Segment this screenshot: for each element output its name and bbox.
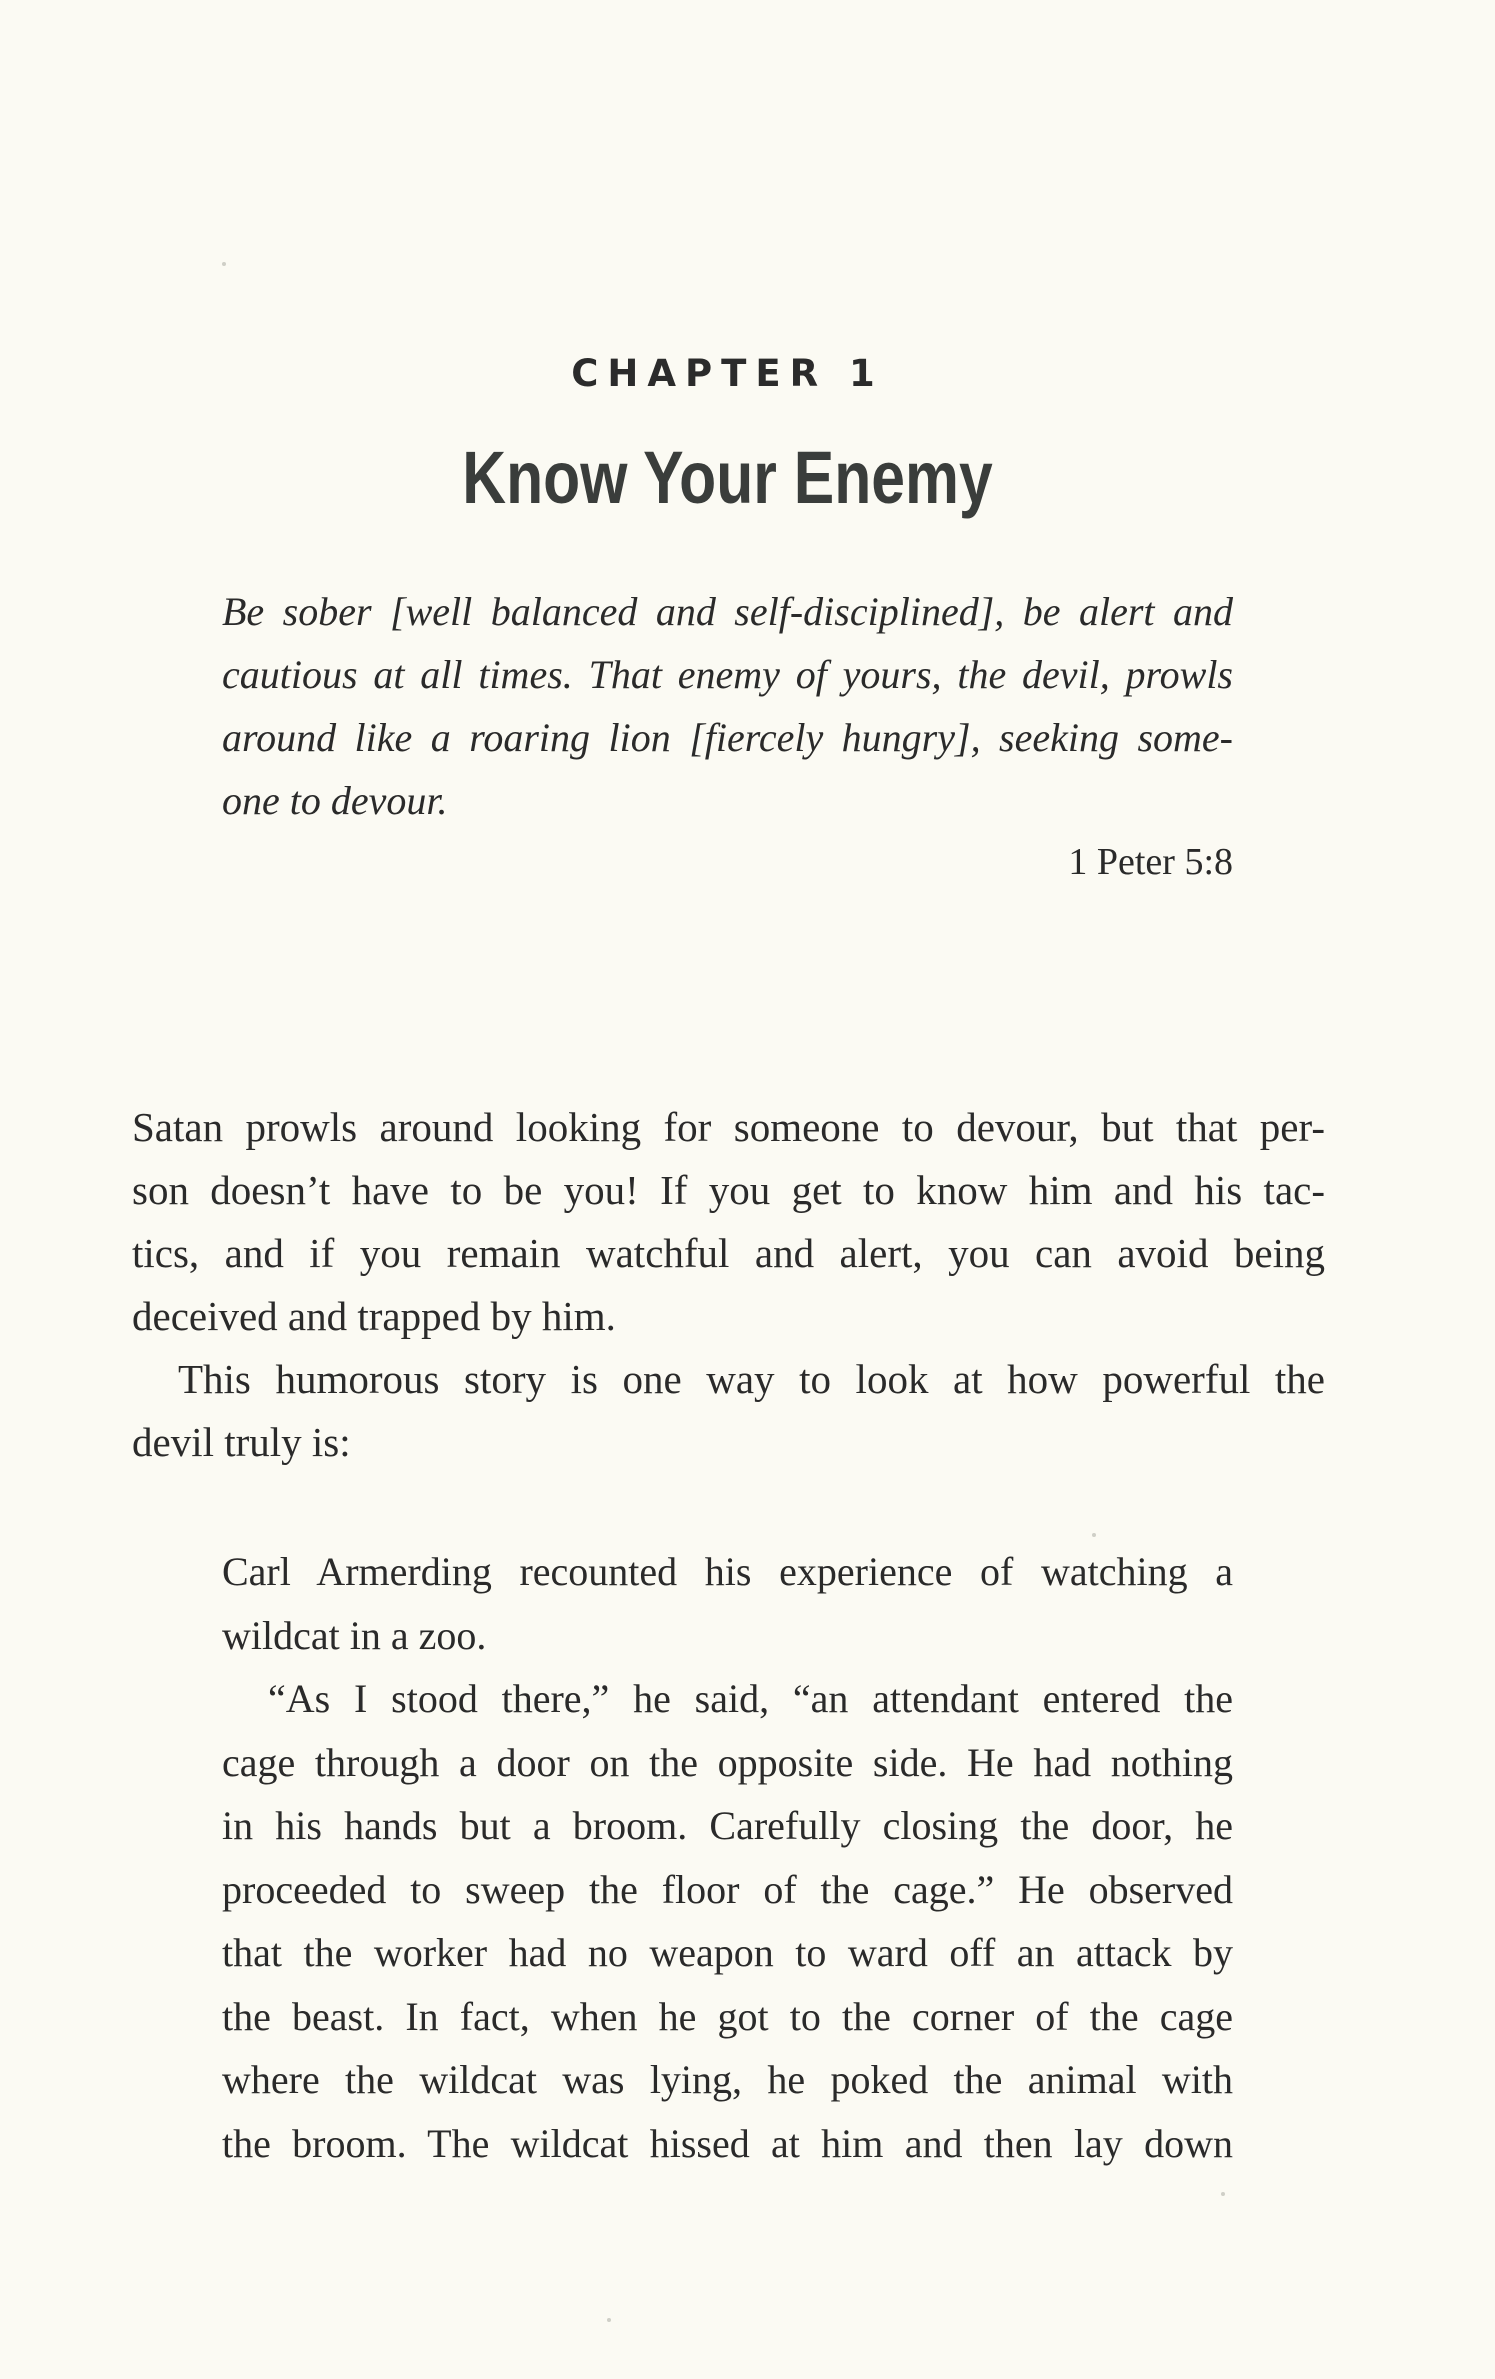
quote-line: that the worker had no weapon to ward off an attack by <box>222 1930 1233 1975</box>
text-line: deceived and trapped by him. <box>132 1293 616 1339</box>
quote-line: “As I stood there,” he said, “an attendant entered the <box>268 1676 1233 1721</box>
text-line: Satan prowls around looking for someone to devour, but that per- <box>132 1104 1325 1150</box>
body-text <box>132 1096 1325 1474</box>
quote-line: wildcat in a zoo. <box>222 1612 487 1658</box>
epigraph <box>222 580 1233 832</box>
quote-line: the beast. In fact, when he got to the corner of the cage <box>222 1993 1233 2039</box>
text-line: son doesn’t have to be you! If you get to know him and his tac- <box>132 1167 1325 1213</box>
quote-line: in his hands but a broom. Carefully closing the door, he <box>222 1803 1233 1848</box>
quote-line: Carl Armerding recounted his experience of watching a <box>222 1549 1233 1594</box>
quote-line: where the wildcat was lying, he poked the animal with <box>222 2057 1233 2102</box>
quote-line: proceeded to sweep the floor of the cage.” He observed <box>222 1866 1233 1912</box>
quote-line: cage through a door on the opposite side. He had nothing <box>222 1739 1233 1785</box>
quote-line: the broom. The wildcat hissed at him and then lay down <box>222 2120 1233 2166</box>
text-line: This humorous story is one way to look at how powerful the <box>178 1356 1325 1402</box>
chapter-title: Know Your Enemy <box>462 436 993 519</box>
scan-speck <box>1221 2192 1225 2196</box>
text-line: tics, and if you remain watchful and alert, you can avoid being <box>132 1230 1325 1276</box>
epigraph-line: Be sober [well balanced and self-disciplined], be alert and <box>222 589 1233 634</box>
epigraph-line: around like a roaring lion [fiercely hungry], seeking some- <box>222 715 1233 760</box>
block-quote <box>222 1540 1233 2175</box>
quote-paragraph <box>222 1540 1233 1667</box>
epigraph-line: one to devour. <box>222 778 448 823</box>
scan-speck <box>222 262 226 266</box>
epigraph-line: cautious at all times. That enemy of yours, the devil, prowls <box>222 652 1233 697</box>
scan-speck <box>607 2318 611 2322</box>
chapter-label: CHAPTER 1 <box>571 352 884 395</box>
paragraph <box>132 1096 1325 1348</box>
epigraph-citation: 1 Peter 5:8 <box>1068 841 1233 883</box>
paragraph <box>132 1348 1325 1474</box>
text-line: devil truly is: <box>132 1419 351 1465</box>
scan-speck <box>1092 1533 1096 1537</box>
quote-paragraph <box>222 1667 1233 2175</box>
